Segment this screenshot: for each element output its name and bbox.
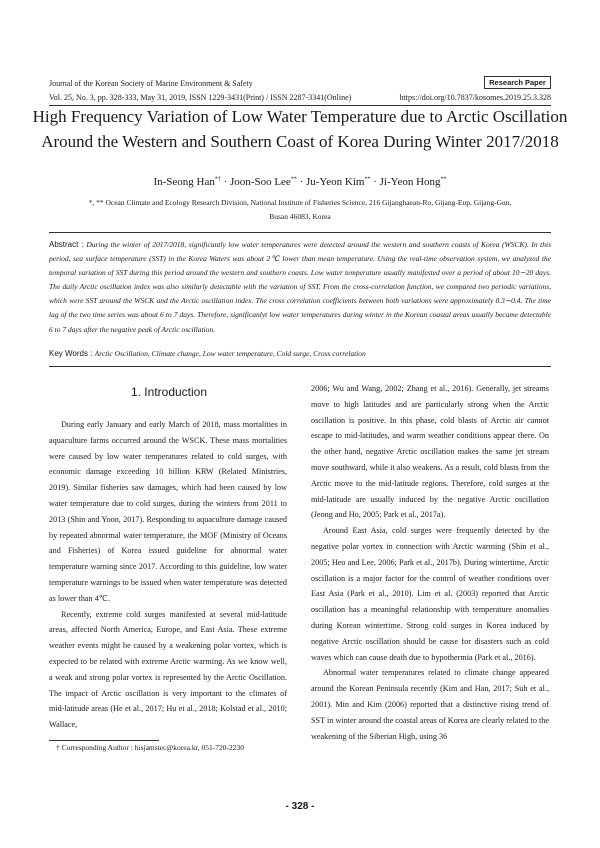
paper-title-line1: High Frequency Variation of Low Water Temperature due to Arctic Oscillation bbox=[32, 107, 568, 126]
footnote-divider bbox=[49, 740, 159, 741]
abstract bbox=[49, 238, 551, 337]
affiliation bbox=[60, 196, 540, 224]
author-name: · Ju-Yeon Kim bbox=[296, 176, 365, 188]
paragraph: Around East Asia, cold surges were frequently detected by the negative polar vortex in connection with Arctic warming (Shin et al., 2005; Heo and Lee, 2006; Park et al., 2017b). During wintertime, Arctic oscillation is a major factor for the control of weather conditions over East Asia (Park et al., 2010). Lim et al. (2003) reported that Arctic oscillation has a meaningful relationship with temperature anomalies during Korean wintertime. Strong cold surges in Korea induced by negative Arctic oscillation should be cause for disasters such as cold waves which can cause death due to hypothermia (Park et al., 2016). bbox=[311, 526, 549, 662]
author-name: · Ji-Yeon Hong bbox=[370, 176, 441, 188]
author-name: In-Seong Han bbox=[153, 176, 215, 188]
page-number: - 328 - bbox=[285, 801, 315, 812]
author-name: · Joon-Soo Lee bbox=[220, 176, 291, 188]
keywords bbox=[49, 349, 551, 358]
author-mark: ** bbox=[364, 176, 371, 183]
keywords-label: Key Words : bbox=[49, 349, 95, 358]
author-mark: *† bbox=[214, 176, 221, 183]
paragraph: During early January and early March of 2018, mass mortalities in aquaculture farms occurred around the WSCK. These mass mortalities were caused by low water temperatures related to cold surges, with economic damage exceeding 10 billion KRW (Related Ministries, 2019). Similar fisheries saw damages, which had been caused by low water temperature due to cold surges, during the winters from 2011 to 2013 (Shin and Yoon, 2017). Responding to aquaculture damage caused by repeated abnormal water temperature, the MOF (Ministry of Oceans and Fisheries) of Korea issued guideline for abnormal water temperature warning since 2017. According to this guideline, low water temperature warnings to be issued when water temperature was detected as lower than 4℃. bbox=[49, 420, 287, 603]
keywords-text: Arctic Oscillation, Climate change, Low water temperature, Cold surge, Cross correlation bbox=[94, 349, 366, 358]
affiliation-line: Busan 46083, Korea bbox=[269, 212, 331, 221]
abstract-text: During the winter of 2017/2018, significantly low water temperatures were detected around the western and southern coasts of Korea (WSCK). In this period, sea surface temperature (SST) in the Korea Waters was about 2℃ lower than mean temperature. Using the real-time observation system, we analyzed the temporal variation of SST during this period around the western and southern coasts. Low water temperature usually manifested over a period of about 10∼20 days. The daily Arctic oscillation index was also similarly detectable with the variation of SST. From the cross-correlation function, we compared two periodic variations, which were SST around the WSCK and the Arctic oscillation index. The cross correlation coefficients between both variations were approximately 0.3∼0.4. The time lag of the two time series was about 6 to 7 days. Therefore, significanlyt low water temperatures during winter in the Korean coastal areas usually became detectable 6 to 7 days after the negative peak of Arctic oscillation. bbox=[49, 240, 551, 334]
paragraph: Recently, extreme cold surges manifested at several mid-latitude areas, affected North America, Europe, and East Asia. These extreme weather events might be caused by a weakening polar vortex, which is expected to be related with extreme Arctic warming. As we know well, a weak and strong polar vortex is represented by the Arctic Oscillation. The impact of Arctic oscillation is very important to the climates of mid-latitude areas (He et al., 2017; Hu et al., 2018; Kolstad et al., 2010; Wallace, bbox=[49, 609, 287, 730]
paragraph: Abnormal water temperatures related to climate change appeared around the Korean Peninsula recently (Kim and Han, 2017; Suh et al., 2001). Min and Kim (2006) reported that a distinctive rising trend of SST in winter around the coastal areas of Korea are clearly related to the weakening of the Siberian High, using 36 bbox=[311, 668, 549, 741]
paragraph: 2006; Wu and Wang, 2002; Zhang et al., 2016). Generally, jet streams move to high latitudes and are particularly strong when the Arctic oscillation is positive. In this phase, cold blasts of Arctic air cannot escape to mid-latitudes, and warm weather conditions appear there. On the other hand, negative Arctic oscillation makes the same jet stream move southward, while it also weakens. As a result, cold blasts from the Arctic move to the mid-latitude regions. Therefore, cold surges at the mid-latitude are usually induced by the negative Arctic oscillation (Jeong and Ho, 2005; Park et al., 2017a). bbox=[311, 384, 549, 520]
footnote: † Corresponding Author : hisjamstec@korea.kr, 051-720-2230 bbox=[56, 743, 245, 752]
author-mark: ** bbox=[290, 176, 297, 183]
abstract-top-divider bbox=[49, 232, 551, 233]
body-column-right bbox=[311, 381, 549, 744]
affiliation-line: *, ** Ocean Climate and Ecology Research Division, National Institute of Fisheries Science, 216 Gijanghaean-Ro, Gijang-Eup, Gijang-Gun, bbox=[88, 198, 512, 207]
abstract-bottom-divider bbox=[49, 366, 551, 367]
doi-link[interactable]: https://doi.org/10.7837/kosomes.2019.25.3.328 bbox=[399, 93, 551, 102]
author-list bbox=[30, 176, 570, 188]
journal-name: Journal of the Korean Society of Marine Environment & Safety bbox=[49, 79, 253, 88]
body-column-left bbox=[49, 417, 287, 733]
paper-title-line2: Around the Western and Southern Coast of Korea During Winter 2017/2018 bbox=[41, 132, 559, 151]
paper-type-badge: Research Paper bbox=[484, 76, 551, 89]
author-mark: ** bbox=[440, 176, 447, 183]
section-heading: 1. Introduction bbox=[130, 385, 208, 399]
abstract-label: Abstract : bbox=[49, 240, 87, 249]
journal-meta: Vol. 25, No. 3, pp. 328-333, May 31, 2019, ISSN 1229-3431(Print) / ISSN 2287-3341(Online) bbox=[49, 93, 352, 102]
